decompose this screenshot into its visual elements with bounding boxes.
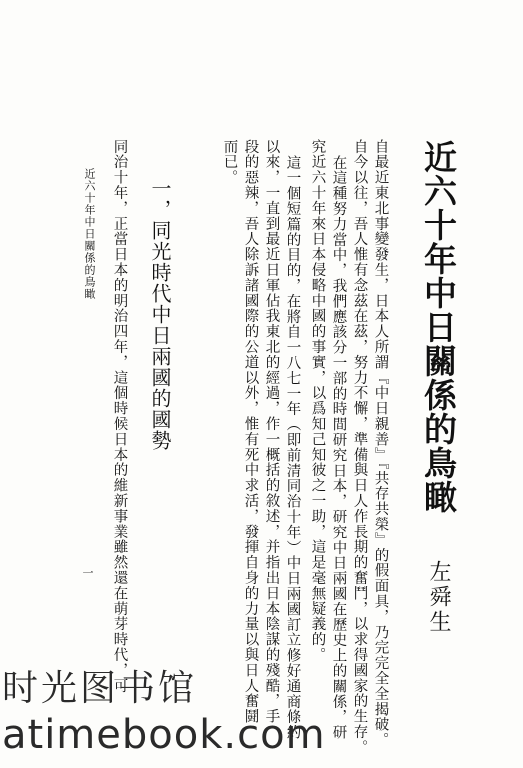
page-number: 一 bbox=[81, 567, 94, 578]
watermark-site-url: atimebook.com bbox=[2, 712, 326, 758]
chapter-title: 近六十年中日關係的鳥瞰 bbox=[419, 140, 458, 514]
author-name: 左舜生 bbox=[426, 560, 451, 635]
watermark-site-name: 时光图书馆 bbox=[2, 668, 198, 709]
running-head: 近六十年中日關係的鳥瞰 bbox=[83, 168, 96, 300]
body-line-7: 段的惡辣，吾人除訴諸國際的公道以外，惟有死中求活，發揮自身的力量以與日人奮鬪 bbox=[242, 139, 259, 725]
body-line-1: 自最近東北事變發生，日本人所謂『中日親善』『共存共榮』的假面具，乃完完全全揭破。 bbox=[372, 139, 389, 748]
body-line-5: 這一個短篇的目的，在將自一八七一年（即前清同治十年）中日兩國訂立修好通商條約 bbox=[284, 155, 301, 741]
body-line-8: 而已。 bbox=[221, 139, 238, 186]
section-line-1: 同治十年，正當日本的明治四年，這個時候日本的維新事業雖然還在萌芽時代，可 bbox=[111, 139, 128, 694]
body-line-4: 究近六十年來日本侵略中國的事實，以爲知己知彼之一助，這是毫無疑義的。 bbox=[309, 139, 326, 663]
body-line-2: 自今以往，吾人惟有念茲在茲，努力不懈，準備與日人作長期的奮鬥，以求得國家的生存。 bbox=[351, 139, 368, 755]
section-heading: 一，同光時代中日兩國的國勢 bbox=[148, 178, 172, 451]
body-line-3: 在這種努力當中，我們應該分一部的時間研究日本，研究中日兩國在歷史上的關係，研 bbox=[330, 155, 347, 741]
body-line-6: 以來，一直到最近日軍佔我東北的經過，作一概括的敘述，并指出日本陰謀的殘酷，手 bbox=[263, 139, 280, 725]
